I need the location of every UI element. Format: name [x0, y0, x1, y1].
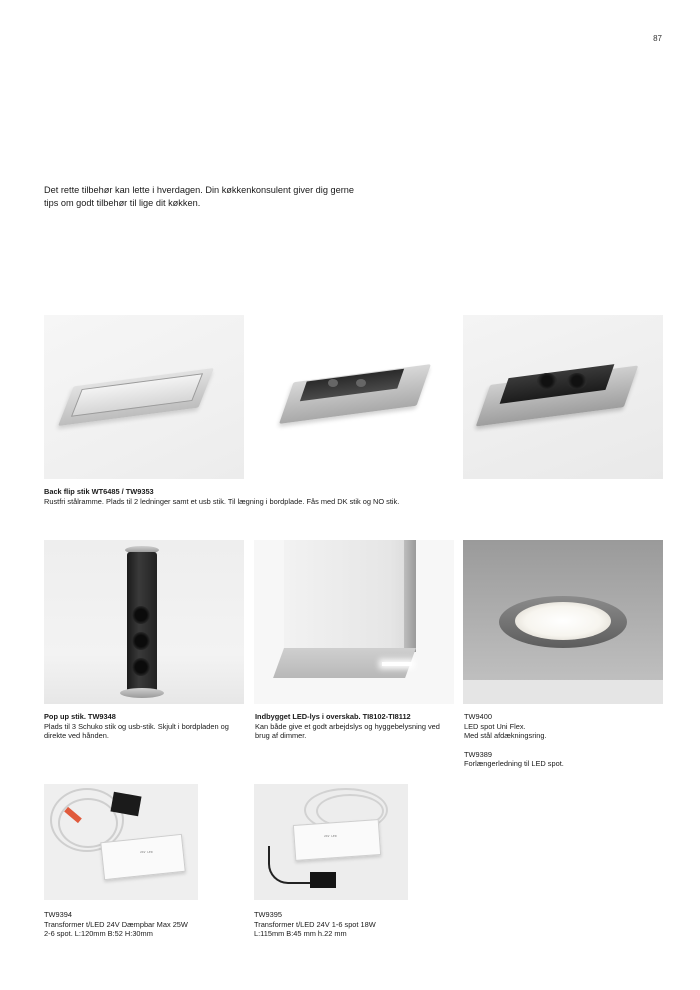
popup-line-1: Plads til 3 Schuko stik og usb-stik. Skjult i bordpladen og: [44, 721, 229, 731]
popup-caption: [44, 712, 244, 741]
led-cabinet-caption: [255, 712, 455, 741]
transformer-photo: 24V LED: [254, 784, 408, 900]
transformer-title: TW9395: [254, 910, 282, 919]
spot-title: TW9400: [464, 712, 492, 721]
transformer-dim-line-2: 2-6 spot. L:120mm B:52 H:30mm: [44, 929, 153, 939]
flip-socket-closed-photo: [44, 315, 244, 479]
spot-title-2: TW9389: [464, 749, 492, 759]
flip-caption: [44, 487, 464, 506]
led-cabinet-line-1: Kan både give et godt arbejdslys og hyggebelysning ved: [255, 721, 440, 731]
spot-line-3: Forlængerledning til LED spot.: [464, 759, 564, 769]
intro-text: [44, 184, 374, 210]
flip-socket-open-photo: [254, 315, 454, 479]
transformer-dim-line-1: Transformer t/LED 24V Dæmpbar Max 25W: [44, 919, 188, 929]
popup-title: Pop up stik. TW9348: [44, 712, 116, 721]
transformer-dim-caption: [44, 910, 244, 939]
intro-line-2: tips om godt tilbehør til lige dit køkken.: [44, 198, 201, 208]
flip-text: Rustfri stålramme. Plads til 2 ledninger samt et usb stik. Til lægning i bordplade. Fås med DK stik og NO stik.: [44, 496, 400, 506]
cabinet-led-photo: [254, 540, 454, 704]
popup-line-2: direkte ved hånden.: [44, 731, 109, 741]
flip-socket-black-photo: [463, 315, 663, 479]
transformer-dim-title: TW9394: [44, 910, 72, 919]
led-spot-photo: [463, 540, 663, 704]
transformer-line-2: L:115mm B:45 mm h.22 mm: [254, 929, 347, 939]
page-number: 87: [653, 34, 662, 43]
transformer-dimmable-photo: 24V LED: [44, 784, 198, 900]
led-cabinet-line-2: brug af dimmer.: [255, 731, 307, 741]
led-cabinet-title: Indbygget LED-lys i overskab. TI8102-TI8112: [255, 712, 411, 721]
spot-caption: [464, 712, 664, 769]
spot-line-2: Med stål afdækningsring.: [464, 731, 547, 741]
popup-socket-photo: [44, 540, 244, 704]
intro-line-1: Det rette tilbehør kan lette i hverdagen. Din køkkenkonsulent giver dig gerne: [44, 185, 354, 195]
transformer-line-1: Transformer t/LED 24V 1-6 spot 18W: [254, 919, 376, 929]
flip-title: Back flip stik WT6485 / TW9353: [44, 487, 154, 496]
transformer-caption: [254, 910, 454, 939]
spot-line-1: LED spot Uni Flex.: [464, 721, 526, 731]
